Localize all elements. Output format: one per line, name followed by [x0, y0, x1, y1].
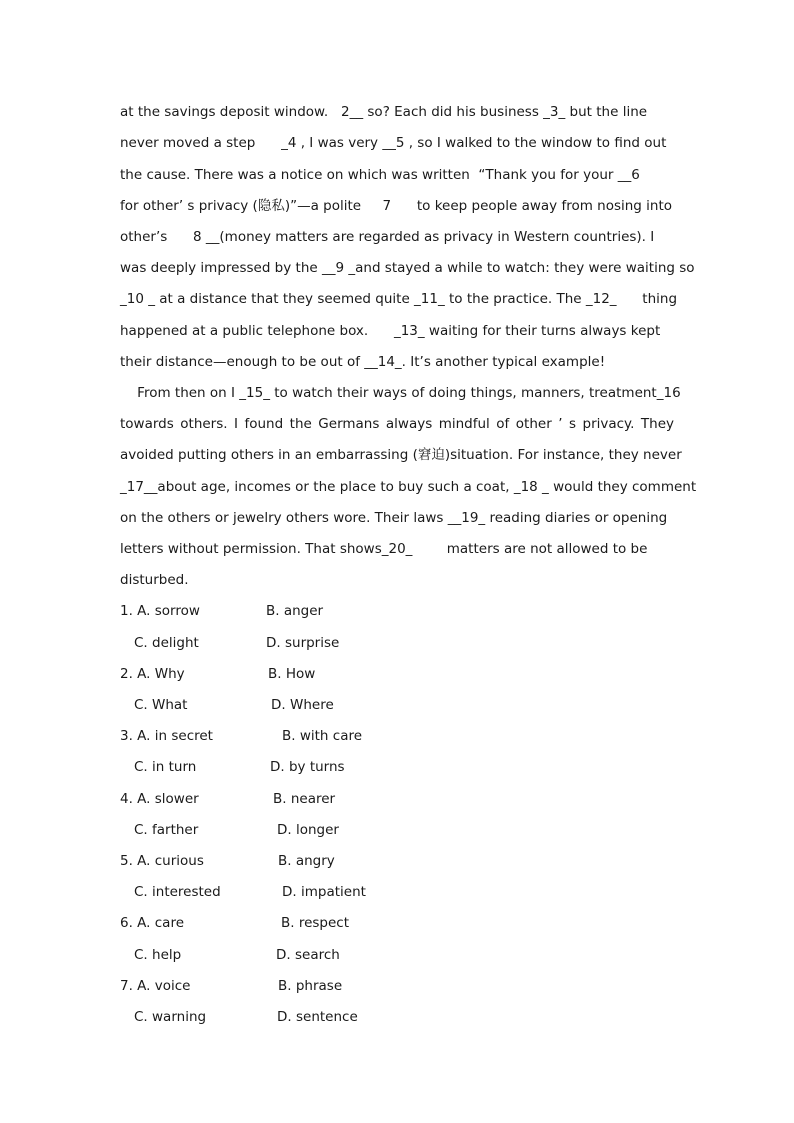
- passage-line: other’s 8 __(money matters are regarded as privacy in Western countries). I: [120, 229, 655, 245]
- option-c: C. in turn: [134, 759, 197, 775]
- option-a: 7. A. voice: [120, 978, 191, 994]
- option-b: B. with care: [282, 728, 363, 744]
- passage-line: never moved a step _4 , I was very __5 , so I walked to the window to find out: [120, 135, 667, 151]
- passage-line: for other’ s privacy (隐私)”—a polite 7 to keep people away from nosing into: [120, 198, 673, 214]
- option-d: D. Where: [271, 697, 334, 713]
- option-a: 6. A. care: [120, 915, 185, 931]
- passage-line: at the savings deposit window. 2__ so? Each did his business _3_ but the line: [120, 104, 648, 120]
- passage-line: their distance—enough to be out of __14_. It’s another typical example!: [120, 354, 606, 370]
- option-b: B. angry: [278, 853, 335, 869]
- option-b: B. anger: [266, 603, 324, 619]
- option-a: 1. A. sorrow: [120, 603, 200, 619]
- option-d: D. longer: [277, 822, 339, 838]
- option-b: B. nearer: [273, 791, 336, 807]
- option-c: C. warning: [134, 1009, 207, 1025]
- passage-line: towards others. I found the Germans always mindful of other ’ s privacy. They: [120, 416, 674, 432]
- option-b: B. respect: [281, 915, 350, 931]
- passage-line: letters without permission. That shows_20_ matters are not allowed to be: [120, 541, 648, 557]
- option-c: C. delight: [134, 635, 199, 651]
- option-c: C. What: [134, 697, 188, 713]
- option-c: C. farther: [134, 822, 199, 838]
- passage-line: was deeply impressed by the __9 _and stayed a while to watch: they were waiting so: [120, 260, 695, 276]
- option-d: D. sentence: [277, 1009, 358, 1025]
- passage-line: happened at a public telephone box. _13_ waiting for their turns always kept: [120, 323, 661, 339]
- option-b: B. phrase: [278, 978, 343, 994]
- passage-line: disturbed.: [120, 572, 189, 588]
- option-a: 2. A. Why: [120, 666, 185, 682]
- option-a: 3. A. in secret: [120, 728, 213, 744]
- option-d: D. by turns: [270, 759, 345, 775]
- passage-line: _17__about age, incomes or the place to buy such a coat, _18 _ would they comment: [120, 479, 697, 495]
- option-b: B. How: [268, 666, 316, 682]
- option-d: D. impatient: [282, 884, 366, 900]
- option-c: C. help: [134, 947, 182, 963]
- option-d: D. search: [276, 947, 340, 963]
- passage-line: on the others or jewelry others wore. Their laws __19_ reading diaries or opening: [120, 510, 668, 526]
- option-a: 5. A. curious: [120, 853, 204, 869]
- passage-line: _10 _ at a distance that they seemed quite _11_ to the practice. The _12_ thing: [120, 291, 678, 307]
- passage-line: the cause. There was a notice on which was written “Thank you for your __6: [120, 167, 640, 183]
- option-d: D. surprise: [266, 635, 340, 651]
- option-c: C. interested: [134, 884, 221, 900]
- passage-line: avoided putting others in an embarrassing (窘迫)situation. For instance, they never: [120, 447, 682, 463]
- passage-line: From then on I _15_ to watch their ways of doing things, manners, treatment_16: [120, 385, 681, 401]
- option-a: 4. A. slower: [120, 791, 199, 807]
